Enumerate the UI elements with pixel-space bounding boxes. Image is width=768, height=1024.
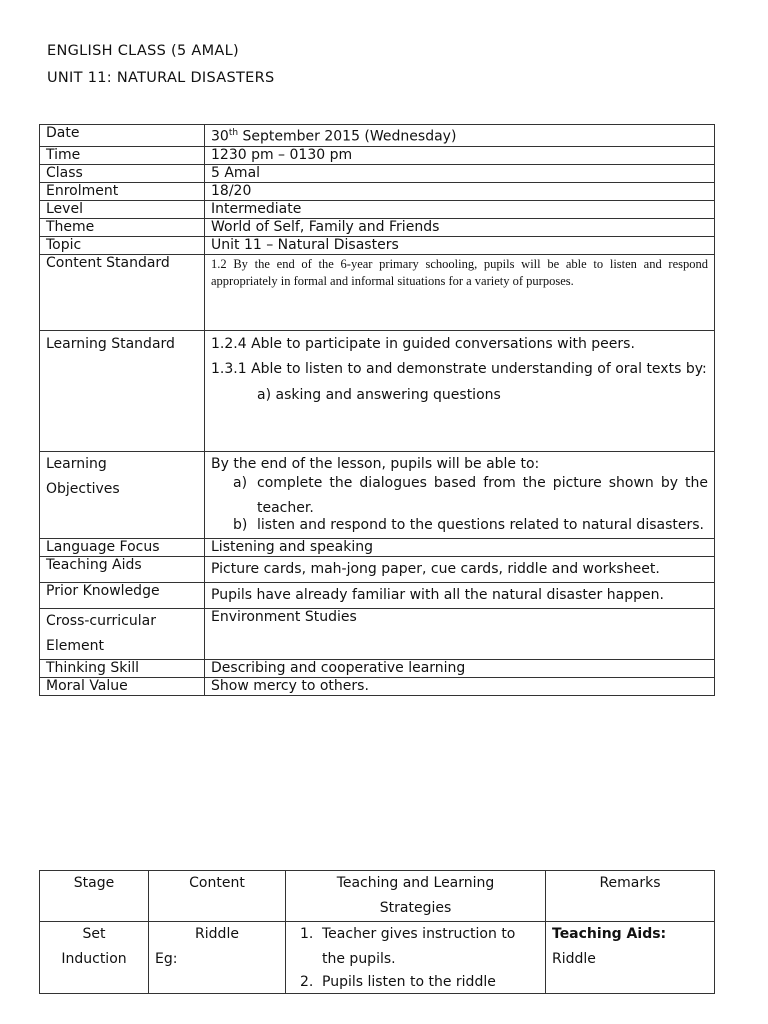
col-strategies-line2: Strategies — [379, 900, 452, 916]
lesson-plan-table — [39, 870, 715, 994]
level-label: Level — [40, 200, 205, 218]
objectives-intro: By the end of the lesson, pupils will be able to: — [211, 455, 540, 472]
objective-item: a) complete the dialogues based from the picture shown by the teacher. — [233, 475, 708, 517]
language-focus-label: Language Focus — [40, 539, 205, 557]
cross-label-line2: Element — [46, 638, 104, 655]
language-focus-value: Listening and speaking — [205, 539, 715, 557]
col-content: Content — [149, 871, 286, 922]
learning-standard-1: 1.2.4 Able to participate in guided conversations with peers. — [211, 335, 635, 352]
stage-line1: Set — [82, 926, 106, 942]
content-line1: Riddle — [195, 926, 239, 942]
unit-title: UNIT 11: NATURAL DISASTERS — [47, 70, 275, 86]
content-line2: Eg: — [155, 951, 178, 967]
thinking-skill-label: Thinking Skill — [40, 660, 205, 678]
learning-standard-label: Learning Standard — [40, 330, 205, 451]
row-learning-standard — [40, 330, 715, 451]
row-teaching-aids — [40, 557, 715, 583]
learning-standard-2: 1.3.1 Able to listen to and demonstrate understanding of oral texts by: — [211, 361, 707, 378]
strategy-item: 2. Pupils listen to the riddle — [300, 974, 496, 990]
row-thinking-skill — [40, 660, 715, 678]
cross-curricular-label — [40, 609, 205, 660]
objective-item: b) listen and respond to the questions related to natural disasters. — [233, 517, 704, 534]
row-prior-knowledge — [40, 583, 715, 609]
strategies-cell — [286, 922, 546, 994]
document-title: ENGLISH CLASS (5 AMAL) — [47, 43, 239, 59]
topic-value: Unit 11 – Natural Disasters — [205, 236, 715, 254]
row-language-focus — [40, 539, 715, 557]
row-class — [40, 164, 715, 182]
remarks-value: Riddle — [552, 951, 596, 967]
class-value: 5 Amal — [205, 164, 715, 182]
theme-value: World of Self, Family and Friends — [205, 218, 715, 236]
plan-row-set-induction — [40, 922, 715, 994]
col-stage: Stage — [40, 871, 149, 922]
plan-header-row — [40, 871, 715, 922]
row-content-standard — [40, 254, 715, 330]
col-remarks: Remarks — [546, 871, 715, 922]
date-label: Date — [40, 125, 205, 147]
prior-knowledge-value: Pupils have already familiar with all the natural disaster happen. — [205, 583, 715, 609]
content-cell — [149, 922, 286, 994]
topic-label: Topic — [40, 236, 205, 254]
cross-curricular-value: Environment Studies — [205, 609, 715, 660]
objectives-list — [211, 471, 708, 538]
content-standard-label: Content Standard — [40, 254, 205, 330]
teaching-aids-value: Picture cards, mah-jong paper, cue cards, riddle and worksheet. — [205, 557, 715, 583]
learning-standard-value — [205, 330, 715, 451]
time-value: 1230 pm – 0130 pm — [205, 146, 715, 164]
learning-standard-2a: a) asking and answering questions — [257, 386, 501, 403]
row-enrolment — [40, 182, 715, 200]
objectives-label-line2: Objectives — [46, 481, 120, 498]
prior-knowledge-label: Prior Knowledge — [40, 583, 205, 609]
row-cross-curricular — [40, 609, 715, 660]
lesson-info-table — [39, 124, 715, 696]
stage-line2: Induction — [61, 951, 127, 967]
strategy-item: 1. Teacher gives instruction to the pupils. — [300, 926, 516, 967]
thinking-skill-value: Describing and cooperative learning — [205, 660, 715, 678]
row-date — [40, 125, 715, 147]
row-moral-value — [40, 678, 715, 696]
date-value: 30th September 2015 (Wednesday) — [205, 125, 715, 147]
class-label: Class — [40, 164, 205, 182]
row-theme — [40, 218, 715, 236]
col-strategies-line1: Teaching and Learning — [336, 875, 495, 891]
cross-label-line1: Cross-curricular — [46, 613, 156, 630]
col-strategies — [286, 871, 546, 922]
teaching-aids-label: Teaching Aids — [40, 557, 205, 583]
row-topic — [40, 236, 715, 254]
remarks-title: Teaching Aids: — [552, 926, 667, 942]
moral-value-label: Moral Value — [40, 678, 205, 696]
enrolment-value: 18/20 — [205, 182, 715, 200]
strategies-list — [292, 922, 539, 993]
content-standard-value: 1.2 By the end of the 6-year primary schooling, pupils will be able to listen and respond appropriately in formal and informal situations for a variety of purposes. — [205, 254, 715, 330]
remarks-cell — [546, 922, 715, 994]
stage-cell — [40, 922, 149, 994]
theme-label: Theme — [40, 218, 205, 236]
moral-value-value: Show mercy to others. — [205, 678, 715, 696]
time-label: Time — [40, 146, 205, 164]
row-level — [40, 200, 715, 218]
objectives-value — [205, 451, 715, 539]
objectives-label-line1: Learning — [46, 455, 107, 472]
row-time — [40, 146, 715, 164]
level-value: Intermediate — [205, 200, 715, 218]
row-objectives — [40, 451, 715, 539]
enrolment-label: Enrolment — [40, 182, 205, 200]
objectives-label — [40, 451, 205, 539]
